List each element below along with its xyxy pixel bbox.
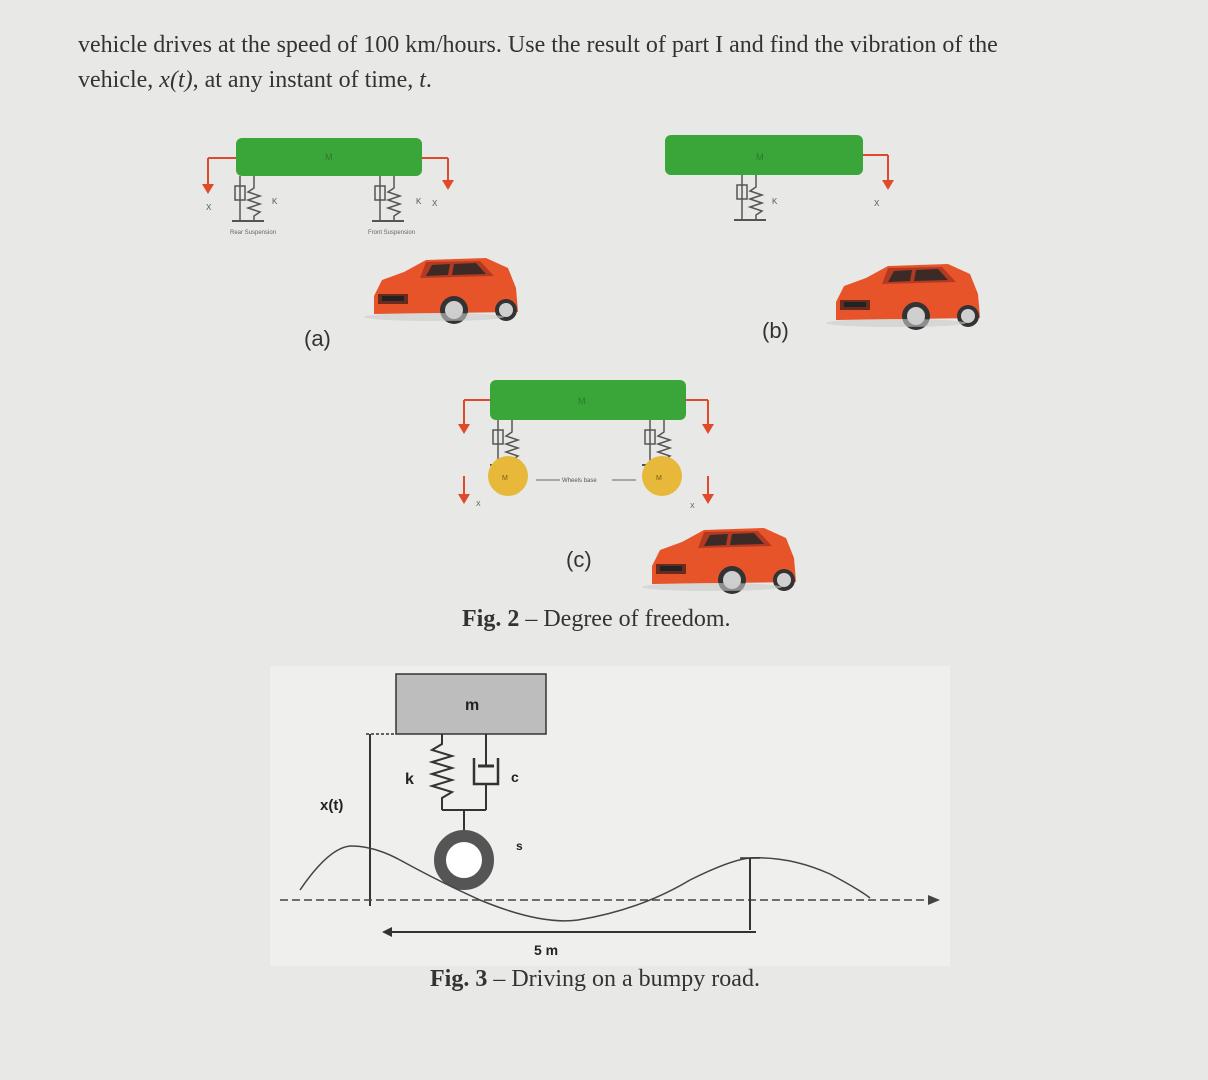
intro-line-2: vehicle, x(t), at any instant of time, t. (78, 67, 432, 93)
svg-text:Wheels base: Wheels base (562, 478, 597, 484)
svg-text:X: X (206, 203, 212, 212)
svg-text:M: M (325, 152, 333, 162)
car-image-b (826, 264, 980, 330)
svg-text:K: K (416, 197, 422, 206)
svg-text:M: M (502, 475, 508, 482)
svg-text:K: K (772, 197, 778, 206)
svg-text:k: k (405, 771, 414, 788)
svg-text:Rear Suspension: Rear Suspension (230, 230, 277, 236)
wavelength-label: 5 m (534, 942, 559, 958)
fig2c-model (458, 380, 796, 594)
fig2b-model (665, 135, 980, 330)
svg-text:X: X (874, 199, 880, 208)
svg-text:Front Suspension: Front Suspension (368, 230, 416, 236)
svg-text:X: X (432, 199, 438, 208)
fig2b-label: (b) (762, 318, 789, 343)
fig2-caption: Fig. 2 – Degree of freedom. (462, 606, 731, 632)
wheel (440, 836, 488, 884)
svg-text:K: K (272, 197, 278, 206)
svg-text:X: X (476, 501, 481, 508)
svg-text:M: M (656, 475, 662, 482)
svg-text:c: c (511, 769, 519, 785)
intro-line-1: vehicle drives at the speed of 100 km/hours. Use the result of part I and find the vibration of the (78, 32, 998, 58)
svg-text:M: M (756, 152, 764, 162)
fig2a-model (202, 138, 518, 324)
svg-text:s: s (516, 839, 523, 853)
displacement-label: x(t) (320, 797, 344, 814)
fig2a-label: (a) (304, 326, 331, 351)
svg-text:X: X (690, 503, 695, 510)
car-image-a (364, 258, 518, 324)
fig3-caption: Fig. 3 – Driving on a bumpy road. (430, 966, 760, 992)
fig3-diagram (0, 660, 1208, 1080)
mass-label: m (465, 697, 480, 714)
car-image-c (642, 528, 796, 594)
fig2c-label: (c) (566, 547, 592, 572)
svg-text:M: M (578, 396, 586, 406)
